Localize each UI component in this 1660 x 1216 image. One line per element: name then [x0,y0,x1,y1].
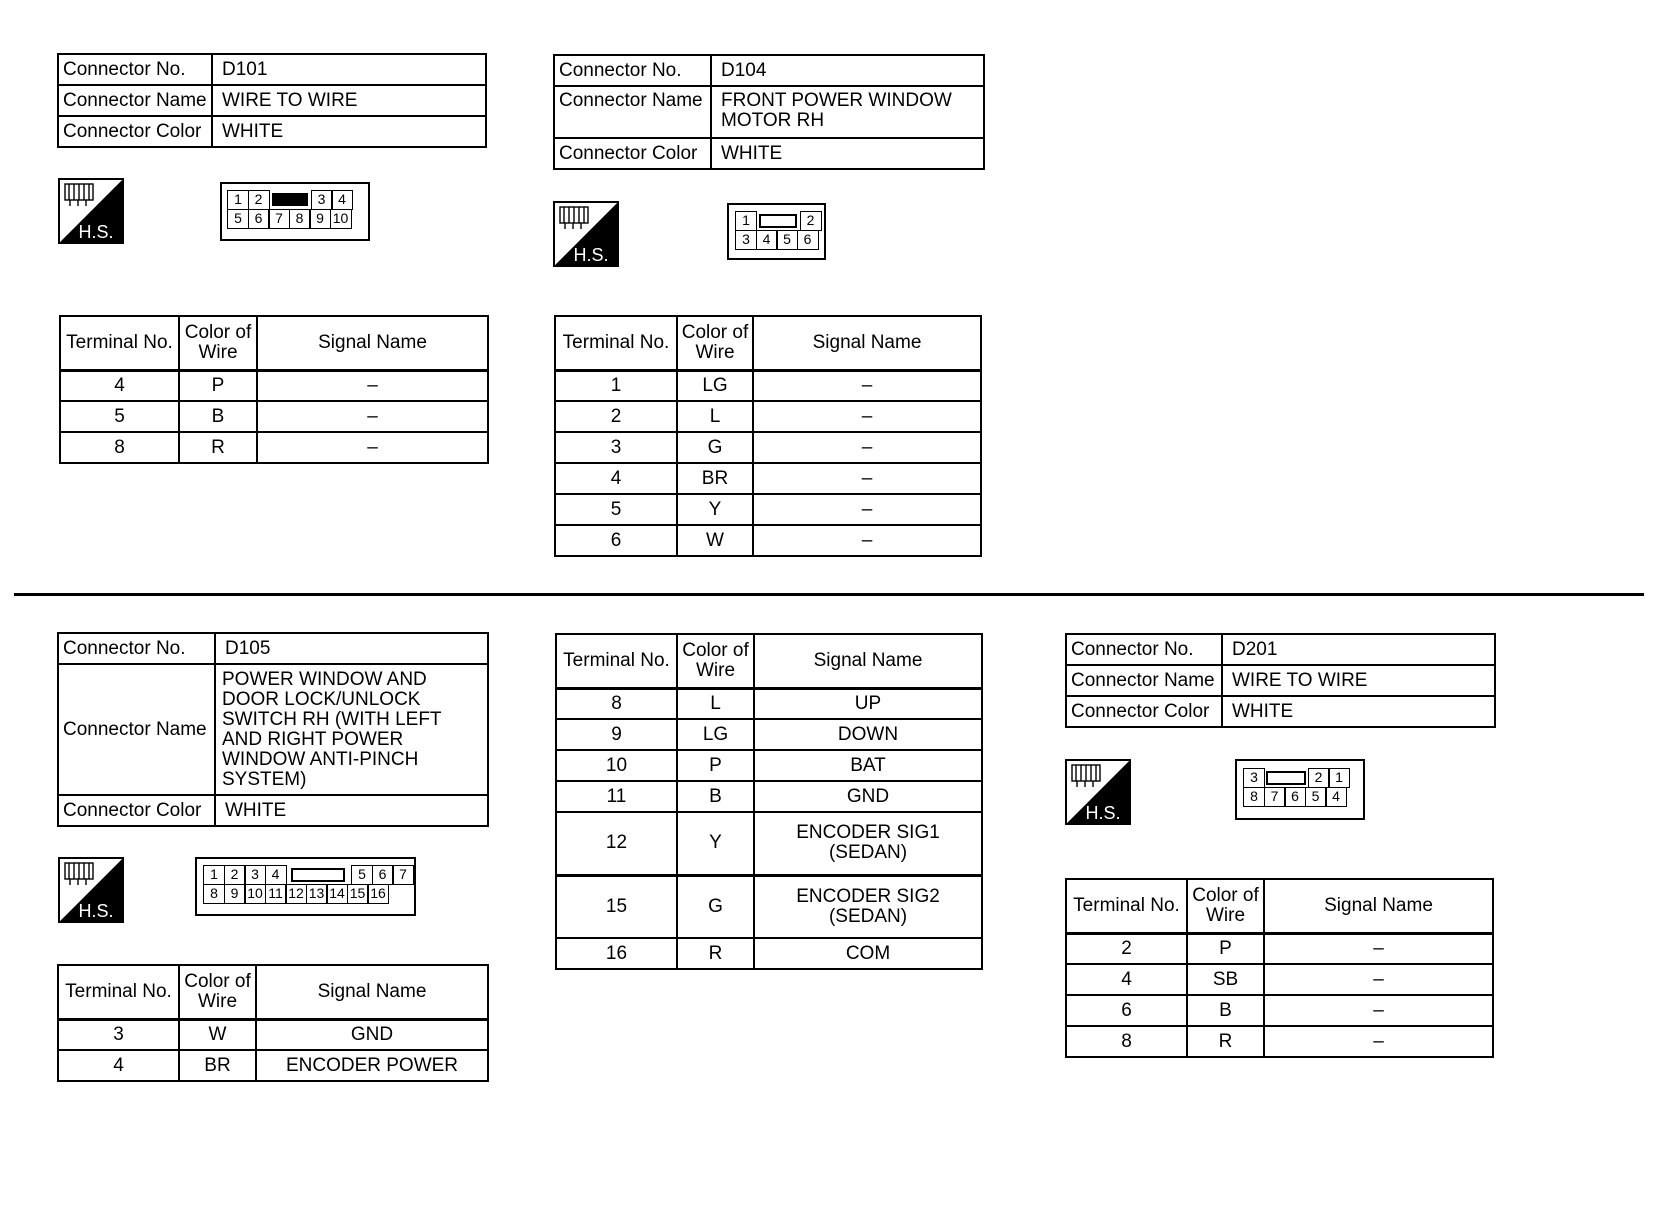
d201-terminal-table [1065,878,1494,1058]
d105-info-table [57,632,489,827]
d104-terminal-table [554,315,982,557]
pin: 7 [268,209,290,229]
table-row: 12 Y ENCODER SIG1 (SEDAN) [556,812,982,875]
table-row: 4 BR – [555,463,981,494]
d101-connector-no: D101 [212,54,486,85]
d201-info-table [1065,633,1496,728]
d201-connector-block [1065,633,1496,728]
pin: 10 [244,884,266,904]
pin: 1 [227,190,249,210]
latch [756,211,800,230]
d105-terminal-table-wrap [57,964,489,1082]
pin: 5 [227,209,249,229]
d101-pin-row-top [227,190,368,209]
d105-pin-row-top [203,865,414,884]
pin: 3 [311,190,333,210]
pin: 3 [1243,768,1265,788]
table-row: 4 SB – [1066,964,1493,995]
table-row: 8 R – [1066,1026,1493,1057]
table-row: 9 LG DOWN [556,719,982,750]
d101-terminal-table [59,315,489,464]
pin: 15 [347,884,369,904]
pin: 8 [1243,787,1265,807]
table-row: 11 B GND [556,781,982,812]
d105-terminal-table [57,964,489,1082]
pin-filled-block [268,190,312,210]
table-row: 4 BR ENCODER POWER [58,1050,488,1081]
d105-connector-no: D105 [215,633,488,664]
pin: 5 [776,230,798,250]
signal-name-header: Signal Name [257,316,488,370]
d104-pin-row-top [735,211,824,230]
hs-harness-side-icon [553,201,619,267]
signal-name-header: Signal Name [753,316,981,370]
d201-pin-row-top [1243,768,1363,787]
signal-name-header: Signal Name [1264,879,1493,933]
connector-color-label: Connector Color [58,795,215,826]
table-row: 8 L UP [556,688,982,719]
d105-terminal-table-cont-wrap [555,633,983,970]
pin: 8 [203,884,225,904]
pin: 3 [735,230,757,250]
color-of-wire-header: Color of Wire [1187,879,1264,933]
latch [285,865,351,884]
connector-name-label: Connector Name [1066,665,1222,696]
table-row: 1 LG – [555,370,981,401]
pin: 1 [203,865,225,885]
table-row: 4 P – [60,370,488,401]
table-row: 16 R COM [556,938,982,969]
d104-connector-block [553,54,985,170]
pin: 5 [351,865,373,885]
pin: 7 [392,865,414,885]
table-row: 5 Y – [555,494,981,525]
pin: 5 [1305,787,1327,807]
terminal-no-header: Terminal No. [556,634,677,688]
section-divider [14,593,1644,596]
hs-harness-side-icon [1065,759,1131,825]
d201-terminal-table-wrap [1065,878,1494,1058]
table-row: 3 G – [555,432,981,463]
pin: 6 [372,865,394,885]
pin: 2 [248,190,270,210]
d101-connector-name: WIRE TO WIRE [212,85,486,116]
connector-name-label: Connector Name [58,664,215,795]
signal-name-header: Signal Name [754,634,982,688]
table-row: 10 P BAT [556,750,982,781]
d201-connector-color: WHITE [1222,696,1495,727]
d101-terminal-table-wrap [59,315,489,464]
color-of-wire-header: Color of Wire [179,965,256,1019]
connector-color-label: Connector Color [554,138,711,169]
pin: 8 [289,209,311,229]
terminal-no-header: Terminal No. [1066,879,1187,933]
pin: 7 [1264,787,1286,807]
connector-name-label: Connector Name [554,86,711,138]
table-row: 5 B – [60,401,488,432]
d101-connector-color: WHITE [212,116,486,147]
pin: 1 [1328,768,1350,788]
svg-text:H.S.: H.S. [1085,803,1121,823]
pin: 6 [1284,787,1306,807]
pin: 10 [330,209,352,229]
d101-info-table [57,53,487,148]
pin: 14 [326,884,348,904]
d101-connector-block [57,53,487,148]
table-row: 8 R – [60,432,488,463]
hs-harness-side-icon [58,178,124,244]
pin: 4 [756,230,778,250]
d101-connector-face [220,182,370,241]
pin: 4 [331,190,353,210]
pin: 13 [306,884,328,904]
table-row: 6 W – [555,525,981,556]
connector-no-label: Connector No. [554,55,711,86]
hs-label: H.S. [78,222,114,242]
terminal-no-header: Terminal No. [60,316,179,370]
d104-connector-face [727,203,826,260]
d201-connector-face [1235,759,1365,820]
connector-color-label: Connector Color [58,116,212,147]
table-row: 2 L – [555,401,981,432]
latch [1264,768,1308,787]
d201-connector-name: WIRE TO WIRE [1222,665,1495,696]
d101-pin-row-bottom [227,209,368,228]
d104-connector-no: D104 [711,55,984,86]
pin: 2 [1308,768,1330,788]
connector-no-label: Connector No. [1066,634,1222,665]
color-of-wire-header: Color of Wire [179,316,257,370]
hs-harness-side-icon [58,857,124,923]
terminal-no-header: Terminal No. [555,316,677,370]
terminal-no-header: Terminal No. [58,965,179,1019]
d104-connector-name: FRONT POWER WINDOW MOTOR RH [711,86,984,138]
table-row: 2 P – [1066,933,1493,964]
pin: 2 [224,865,246,885]
pin: 16 [367,884,389,904]
table-row: 3 W GND [58,1019,488,1050]
table-row: 6 B – [1066,995,1493,1026]
pin: 12 [285,884,307,904]
d201-connector-no: D201 [1222,634,1495,665]
pin: 9 [224,884,246,904]
color-of-wire-header: Color of Wire [677,634,754,688]
table-row: 15 G ENCODER SIG2 (SEDAN) [556,875,982,938]
connector-no-label: Connector No. [58,54,212,85]
d105-pin-row-bottom [203,884,414,903]
color-of-wire-header: Color of Wire [677,316,753,370]
d105-terminal-table-cont [555,633,983,970]
d104-terminal-table-wrap [554,315,982,557]
svg-text:H.S.: H.S. [573,245,609,265]
d105-connector-block [57,632,489,827]
connector-name-label: Connector Name [58,85,212,116]
d105-connector-name: POWER WINDOW AND DOOR LOCK/UNLOCK SWITCH RH (WITH LEFT AND RIGHT POWER WINDOW ANTI-PINCH SYSTEM) [215,664,488,795]
pin: 6 [248,209,270,229]
d104-connector-color: WHITE [711,138,984,169]
pin: 2 [800,211,822,231]
signal-name-header: Signal Name [256,965,488,1019]
pin: 11 [265,884,287,904]
pin: 4 [265,865,287,885]
pin: 9 [309,209,331,229]
d104-info-table [553,54,985,170]
pin: 6 [797,230,819,250]
svg-text:H.S.: H.S. [78,901,114,921]
pin: 3 [244,865,266,885]
connector-color-label: Connector Color [1066,696,1222,727]
pin: 1 [735,211,757,231]
pin: 4 [1325,787,1347,807]
connector-no-label: Connector No. [58,633,215,664]
d104-pin-row-bottom [735,230,824,249]
d105-connector-face [195,857,416,916]
d201-pin-row-bottom [1243,787,1363,806]
d105-connector-color: WHITE [215,795,488,826]
